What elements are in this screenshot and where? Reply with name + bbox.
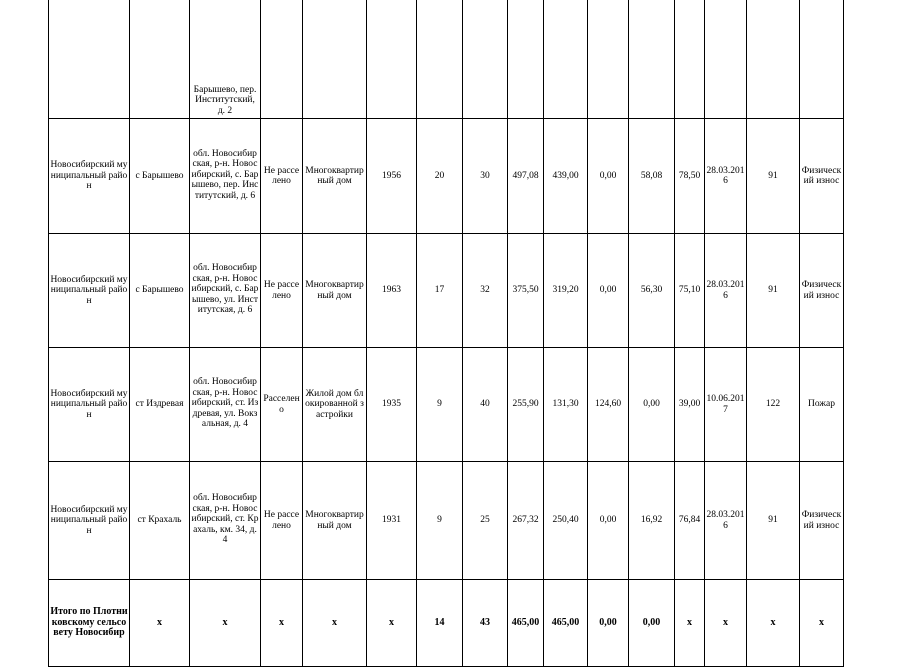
- value-cell: [588, 0, 629, 119]
- value-cell: 91: [747, 119, 800, 234]
- reason-cell: [800, 0, 844, 119]
- house-type-cell: [303, 0, 367, 119]
- table-row: [49, 234, 844, 348]
- value-cell: 91: [747, 462, 800, 580]
- value-cell: [417, 0, 463, 119]
- address-cell: обл. Новосибирская, р-н. Новосибирский, с. Барышево, пер. Институтский, д. 6: [190, 119, 261, 234]
- year-cell: x: [367, 580, 417, 667]
- value-cell: 9: [417, 348, 463, 462]
- settlement-cell: с Барышево: [130, 234, 190, 348]
- total-row: [49, 580, 844, 667]
- status-cell: Не расселено: [261, 119, 303, 234]
- value-cell: [629, 0, 675, 119]
- year-cell: 1963: [367, 234, 417, 348]
- value-cell: 43: [463, 580, 508, 667]
- status-cell: [261, 0, 303, 119]
- value-cell: 76,84: [675, 462, 705, 580]
- value-cell: 319,20: [544, 234, 588, 348]
- date-cell: x: [705, 580, 747, 667]
- value-cell: 40: [463, 348, 508, 462]
- value-cell: [747, 0, 800, 119]
- emergency-housing-table: [48, 0, 844, 667]
- status-cell: x: [261, 580, 303, 667]
- municipality-cell: [49, 0, 130, 119]
- value-cell: 131,30: [544, 348, 588, 462]
- table-row: [49, 348, 844, 462]
- house-type-cell: Жилой дом блокированной застройки: [303, 348, 367, 462]
- value-cell: 0,00: [629, 580, 675, 667]
- house-type-cell: Многоквартирный дом: [303, 462, 367, 580]
- house-type-cell: Многоквартирный дом: [303, 234, 367, 348]
- table-row: [49, 0, 844, 119]
- status-cell: Не расселено: [261, 462, 303, 580]
- value-cell: 0,00: [588, 119, 629, 234]
- value-cell: x: [747, 580, 800, 667]
- status-cell: Не расселено: [261, 234, 303, 348]
- value-cell: 17: [417, 234, 463, 348]
- municipality-cell: Новосибирский муниципальный район: [49, 348, 130, 462]
- value-cell: 375,50: [508, 234, 544, 348]
- value-cell: x: [675, 580, 705, 667]
- municipality-cell: Новосибирский муниципальный район: [49, 119, 130, 234]
- value-cell: 9: [417, 462, 463, 580]
- reason-cell: Физический износ: [800, 234, 844, 348]
- value-cell: 124,60: [588, 348, 629, 462]
- value-cell: 250,40: [544, 462, 588, 580]
- value-cell: 32: [463, 234, 508, 348]
- value-cell: [463, 0, 508, 119]
- date-cell: 28.03.2016: [705, 119, 747, 234]
- value-cell: 122: [747, 348, 800, 462]
- address-cell: обл. Новосибирская, р-н. Новосибирский, ст. Крахаль, км. 34, д. 4: [190, 462, 261, 580]
- table-row: [49, 462, 844, 580]
- total-label-cell: Итого по Плотниковскому сельсовету Новосибир: [49, 580, 130, 667]
- value-cell: 465,00: [508, 580, 544, 667]
- value-cell: 439,00: [544, 119, 588, 234]
- value-cell: 0,00: [588, 234, 629, 348]
- value-cell: 0,00: [588, 580, 629, 667]
- value-cell: 0,00: [588, 462, 629, 580]
- value-cell: [508, 0, 544, 119]
- house-type-cell: Многоквартирный дом: [303, 119, 367, 234]
- municipality-cell: Новосибирский муниципальный район: [49, 462, 130, 580]
- value-cell: 75,10: [675, 234, 705, 348]
- value-cell: 78,50: [675, 119, 705, 234]
- address-cell: Барышево, пер. Институтский, д. 2: [190, 0, 261, 119]
- date-cell: 28.03.2016: [705, 234, 747, 348]
- address-cell: обл. Новосибирская, р-н. Новосибирский, ст. Издревая, ул. Вокзальная, д. 4: [190, 348, 261, 462]
- settlement-cell: ст Крахаль: [130, 462, 190, 580]
- value-cell: 58,08: [629, 119, 675, 234]
- settlement-cell: с Барышево: [130, 119, 190, 234]
- settlement-cell: x: [130, 580, 190, 667]
- year-cell: 1931: [367, 462, 417, 580]
- year-cell: [367, 0, 417, 119]
- year-cell: 1956: [367, 119, 417, 234]
- reason-cell: x: [800, 580, 844, 667]
- date-cell: 10.06.2017: [705, 348, 747, 462]
- status-cell: Расселено: [261, 348, 303, 462]
- value-cell: 14: [417, 580, 463, 667]
- value-cell: 20: [417, 119, 463, 234]
- value-cell: 91: [747, 234, 800, 348]
- year-cell: 1935: [367, 348, 417, 462]
- address-cell: обл. Новосибирская, р-н. Новосибирский, с. Барышево, ул. Институтская, д. 6: [190, 234, 261, 348]
- value-cell: 30: [463, 119, 508, 234]
- house-type-cell: x: [303, 580, 367, 667]
- value-cell: [544, 0, 588, 119]
- settlement-cell: ст Издревая: [130, 348, 190, 462]
- value-cell: 267,32: [508, 462, 544, 580]
- value-cell: 56,30: [629, 234, 675, 348]
- date-cell: 28.03.2016: [705, 462, 747, 580]
- value-cell: 25: [463, 462, 508, 580]
- value-cell: [675, 0, 705, 119]
- reason-cell: Физический износ: [800, 462, 844, 580]
- value-cell: 497,08: [508, 119, 544, 234]
- value-cell: 0,00: [629, 348, 675, 462]
- address-cell: x: [190, 580, 261, 667]
- municipality-cell: Новосибирский муниципальный район: [49, 234, 130, 348]
- settlement-cell: [130, 0, 190, 119]
- value-cell: 255,90: [508, 348, 544, 462]
- value-cell: 465,00: [544, 580, 588, 667]
- table-row: [49, 119, 844, 234]
- value-cell: 39,00: [675, 348, 705, 462]
- date-cell: [705, 0, 747, 119]
- housing-table-sheet: [48, 0, 844, 667]
- reason-cell: Пожар: [800, 348, 844, 462]
- value-cell: 16,92: [629, 462, 675, 580]
- reason-cell: Физический износ: [800, 119, 844, 234]
